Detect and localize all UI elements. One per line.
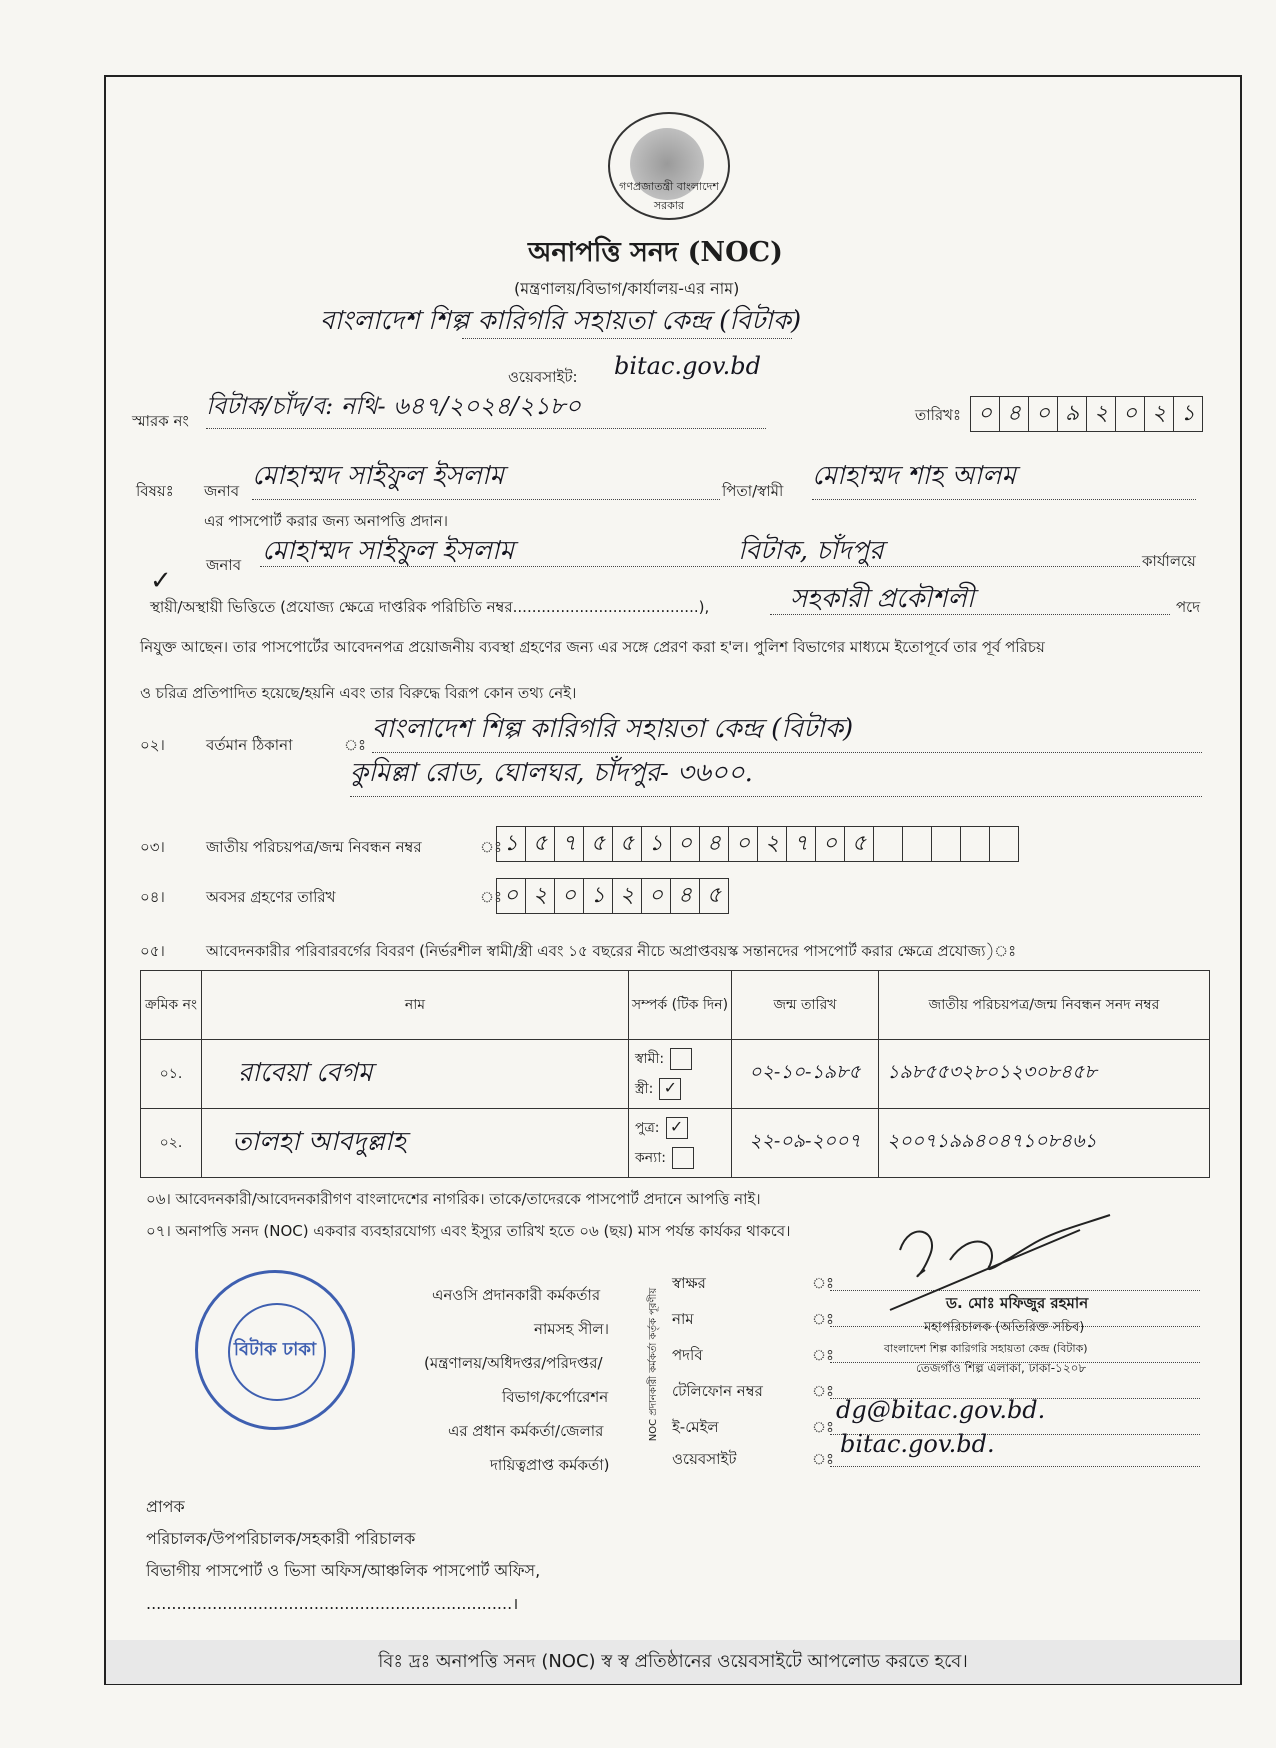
row-dob: ০২-১০-১৯৮৫: [732, 1040, 879, 1109]
nid-digit: ০: [671, 827, 700, 861]
family-table: [140, 970, 1210, 1178]
footer-note: বিঃ দ্রঃ অনাপত্তি সনদ (NOC) স্ব স্ব প্রতিষ্ঠানের ওয়েবসাইটে আপলোড করতে হবে।: [106, 1640, 1240, 1684]
date-digit: ৪: [1000, 397, 1029, 431]
officer-line-6: দায়িত্বপ্রাপ্ত কর্মকর্তা): [490, 1456, 610, 1474]
retirement-digit: ৪: [671, 879, 700, 913]
nid-digit: ১: [642, 827, 671, 861]
ministry-dotted-line: [462, 338, 792, 339]
col-dob: জন্ম তারিখ: [732, 971, 879, 1040]
retirement-digit: ০: [555, 879, 584, 913]
col-serial: ক্রমিক নং: [141, 971, 202, 1040]
retirement-digit: ২: [526, 879, 555, 913]
nid-digit: [874, 827, 903, 861]
nid-digit: [990, 827, 1018, 861]
memo-number: বিটাক/চাঁদ/ব: নথি- ৬৪৭/২০২৪/২১৮০: [206, 388, 766, 429]
office-stamp: [195, 1270, 355, 1430]
retirement-digit: ৫: [706, 883, 722, 908]
officer-line-5: এর প্রধান কর্মকর্তা/জেলার: [448, 1422, 604, 1440]
nid-digit: ৪: [700, 827, 729, 861]
retirement-digit: ০: [642, 879, 671, 913]
item-04-label: অবসর গ্রহণের তারিখ: [206, 888, 336, 906]
row-dob: ২২-০৯-২০০৭: [732, 1109, 879, 1178]
date-digit: ১: [1180, 401, 1196, 426]
item-03-colon: ঃ: [480, 838, 503, 856]
nid-digit: ৫: [613, 827, 642, 861]
subject-line: এর পাসপোর্ট করার জন্য অনাপত্তি প্রদান।: [204, 512, 448, 530]
field-colon: ঃ: [812, 1418, 835, 1436]
relation-checkbox[interactable]: ✓: [666, 1117, 688, 1139]
nid-digit: ৭: [787, 827, 816, 861]
nid-digit: ০: [816, 827, 845, 861]
field-colon: ঃ: [812, 1346, 835, 1364]
field-colon: ঃ: [812, 1274, 835, 1292]
nid-digit: [932, 827, 961, 861]
item-05-label: আবেদনকারীর পরিবারবর্গের বিবরণ (নির্ভরশীল স্বামী/স্ত্রী এবং ১৫ বছরের নীচে অপ্রাপ্তবয়স্ক সন্তানদের পাসপোর্ট করার ক্ষেত্রে প্রযোজ্য)ঃ: [206, 942, 1017, 960]
tick-mark-icon: ✓: [150, 566, 172, 596]
father-label: পিতা/স্বামী: [722, 482, 784, 500]
recipient-title: প্রাপক: [146, 1497, 185, 1516]
row-nid: ১৯৮৫৫৩২৮০১২৩০৮৪৫৮: [879, 1040, 1210, 1109]
ministry-name: বাংলাদেশ শিল্প কারিগরি সহায়তা কেন্দ্র (বিটাক): [320, 306, 802, 336]
current-address-line-2: কুমিল্লা রোড, ঘোলঘর, চাঁদপুর- ৩৬০০.: [350, 752, 1202, 797]
field-colon: ঃ: [812, 1382, 835, 1400]
date-digit: ০: [1029, 397, 1058, 431]
relation-label: কন্যা:: [635, 1150, 666, 1166]
item-02-colon: ঃ: [344, 736, 367, 754]
website-field-label: ওয়েবসাইট: [672, 1450, 737, 1468]
item-02-number: ০২।: [140, 736, 165, 754]
nid-digit: ৭: [555, 827, 584, 861]
item-03-label: জাতীয় পরিচয়পত্র/জন্ম নিবন্ধন নম্বর: [206, 838, 422, 856]
officer-website: bitac.gov.bd.: [840, 1430, 995, 1458]
item-04-number: ০৪।: [140, 888, 165, 906]
relation-label: স্ত্রী:: [635, 1081, 654, 1097]
row-nid: ২০০৭১৯৯৪০৪৭১০৮৪৬১: [879, 1109, 1210, 1178]
field-colon: ঃ: [812, 1450, 835, 1468]
row-name: তালহা আবদুল্লাহ: [202, 1109, 629, 1178]
officer-name: ড. মোঃ মফিজুর রহমান: [946, 1294, 1089, 1312]
emblem-text: গণপ্রজাতন্ত্রী বাংলাদেশ সরকার: [619, 180, 719, 212]
relation-label: পুত্র:: [635, 1120, 660, 1136]
relation-checkbox[interactable]: [672, 1147, 694, 1169]
website-value: bitac.gov.bd: [614, 352, 761, 380]
website-label: ওয়েবসাইট:: [508, 368, 578, 386]
nid-digit: ২: [758, 827, 787, 861]
office-dotted-line: [260, 566, 1140, 567]
item-05-number: ০৫।: [140, 942, 165, 960]
office-name: বিটাক, চাঁদপুর: [738, 536, 884, 566]
email-label: ই-মেইল: [672, 1418, 719, 1436]
row-relation: [629, 1040, 732, 1109]
nid-digit: [961, 827, 990, 861]
nid-boxes: [496, 826, 1019, 862]
col-relation: সম্পর্ক (টিক দিন): [629, 971, 732, 1040]
date-digit: ০: [971, 397, 1000, 431]
date-digit: ০: [1116, 397, 1145, 431]
nid-digit: ১: [497, 827, 526, 861]
row-serial: ০১.: [141, 1040, 202, 1109]
field-colon: ঃ: [812, 1310, 835, 1328]
memo-label: স্মারক নং: [132, 412, 189, 430]
row-relation: [629, 1109, 732, 1178]
officer-address: তেজগাঁও শিল্প এলাকা, ঢাকা-১২০৮: [916, 1361, 1087, 1375]
table-row: [141, 1040, 1210, 1109]
officer-designation: মহাপরিচালক (অতিরিক্ত সচিব): [924, 1320, 1085, 1335]
relation-label: স্বামী:: [635, 1051, 665, 1067]
nid-digit: ০: [729, 827, 758, 861]
office-suffix: কার্যালয়ে: [1142, 552, 1196, 570]
recipient-line-1: পরিচালক/উপপরিচালক/সহকারী পরিচালক: [146, 1529, 416, 1548]
retirement-date-boxes: [496, 878, 729, 914]
nid-digit: ৫: [526, 827, 555, 861]
item-04-colon: ঃ: [480, 888, 503, 906]
recipient-line-3: ........................................................................।: [146, 1594, 519, 1613]
row-name: রাবেয়া বেগম: [202, 1040, 629, 1109]
col-nid: জাতীয় পরিচয়পত্র/জন্ম নিবন্ধন সনদ নম্বর: [879, 971, 1210, 1040]
date-label: তারিখঃ: [915, 406, 961, 424]
retirement-digit: ০: [497, 879, 526, 913]
officer-organization: বাংলাদেশ শিল্প কারিগরি সহায়তা কেন্দ্র (বিটাক): [884, 1342, 1088, 1355]
table-row: [141, 1109, 1210, 1178]
nid-digit: ৫: [845, 827, 874, 861]
name-label: নাম: [672, 1310, 694, 1328]
stamp-text: বিটাক ঢাকা: [233, 1339, 317, 1360]
janab-label-2: জনাব: [206, 556, 242, 574]
post-dotted-line: [770, 614, 1170, 615]
col-name: নাম: [202, 971, 629, 1040]
date-digit: ২: [1145, 397, 1174, 431]
subject-label: বিষয়ঃ: [136, 482, 174, 500]
noc-vertical-label: NOC প্রদানকারী কর্মকর্তা কর্তৃক পূরণীয়: [648, 1287, 660, 1442]
item-03-number: ০৩।: [140, 838, 165, 856]
retirement-digit: ২: [613, 879, 642, 913]
janab-label: জনাব: [204, 482, 240, 500]
website-line: [830, 1466, 1200, 1467]
permanent-text: স্থায়ী/অস্থায়ী ভিত্তিতে (প্রযোজ্য ক্ষেত্রে দাপ্তরিক পরিচিতি নম্বর.......................................),: [150, 598, 710, 616]
paragraph-1: নিযুক্ত আছেন। তার পাসপোর্টের আবেদনপত্র প্রয়োজনীয় ব্যবস্থা গ্রহণের জন্য এর সঙ্গে প্রেরণ করা হ'ল। পুলিশ বিভাগের মাধ্যমে ইতোপূর্বে তার পূর্ব পরিচয়: [140, 638, 1045, 656]
post-title: সহকারী প্রকৌশলী: [790, 584, 975, 614]
post-suffix: পদে: [1176, 598, 1201, 616]
page-title: অনাপত্তি সনদ (NOC): [528, 237, 783, 268]
current-address-line-1: বাংলাদেশ শিল্প কারিগরি সহায়তা কেন্দ্র (বিটাক): [372, 708, 1202, 753]
nid-digit: ৫: [584, 827, 613, 861]
officer-line-2: নামসহ সীল।: [534, 1320, 609, 1338]
retirement-digit: ১: [584, 879, 613, 913]
officer-line-4: বিভাগ/কর্পোরেশন: [502, 1388, 609, 1406]
applicant-name: মোহাম্মদ সাইফুল ইসলাম: [252, 455, 720, 500]
ministry-caption: (মন্ত্রণালয়/বিভাগ/কার্যালয়-এর নাম): [514, 279, 740, 298]
telephone-label: টেলিফোন নম্বর: [672, 1382, 763, 1400]
recipient-line-2: বিভাগীয় পাসপোর্ট ও ভিসা অফিস/আঞ্চলিক পাসপোর্ট অফিস,: [146, 1561, 541, 1580]
relation-checkbox[interactable]: ✓: [659, 1078, 681, 1100]
date-digit: ৯: [1058, 397, 1087, 431]
date-digit: ২: [1087, 397, 1116, 431]
father-name: মোহাম্মদ শাহ আলম: [812, 455, 1196, 500]
officer-line-1: এনওসি প্রদানকারী কর্মকর্তার: [432, 1286, 601, 1304]
officer-line-3: (মন্ত্রণালয়/অধিদপ্তর/পরিদপ্তর/: [424, 1354, 603, 1372]
designation-label: পদবি: [672, 1346, 703, 1364]
row-serial: ০২.: [141, 1109, 202, 1178]
item-02-label: বর্তমান ঠিকানা: [206, 736, 293, 754]
note-07: ০৭। অনাপত্তি সনদ (NOC) একবার ব্যবহারযোগ্য এবং ইস্যুর তারিখ হতে ০৬ (ছয়) মাস পর্যন্ত কার্যকর থাকবে।: [146, 1222, 791, 1240]
relation-checkbox[interactable]: [670, 1048, 692, 1070]
date-boxes: [970, 396, 1203, 432]
paragraph-2: ও চরিত্র প্রতিপাদিত হয়েছে/হয়নি এবং তার বিরুদ্ধে বিরূপ কোন তথ্য নেই।: [140, 684, 577, 702]
signature-label: স্বাক্ষর: [672, 1274, 706, 1292]
employee-name: মোহাম্মদ সাইফুল ইসলাম: [262, 536, 514, 566]
note-06: ০৬। আবেদনকারী/আবেদনকারীগণ বাংলাদেশের নাগরিক। তাকে/তাদেরকে পাসপোর্ট প্রদানে আপত্তি নাই।: [146, 1190, 761, 1208]
officer-email: dg@bitac.gov.bd.: [836, 1396, 1046, 1424]
government-emblem: [608, 112, 730, 220]
table-header-row: [141, 971, 1210, 1040]
nid-digit: [903, 827, 932, 861]
